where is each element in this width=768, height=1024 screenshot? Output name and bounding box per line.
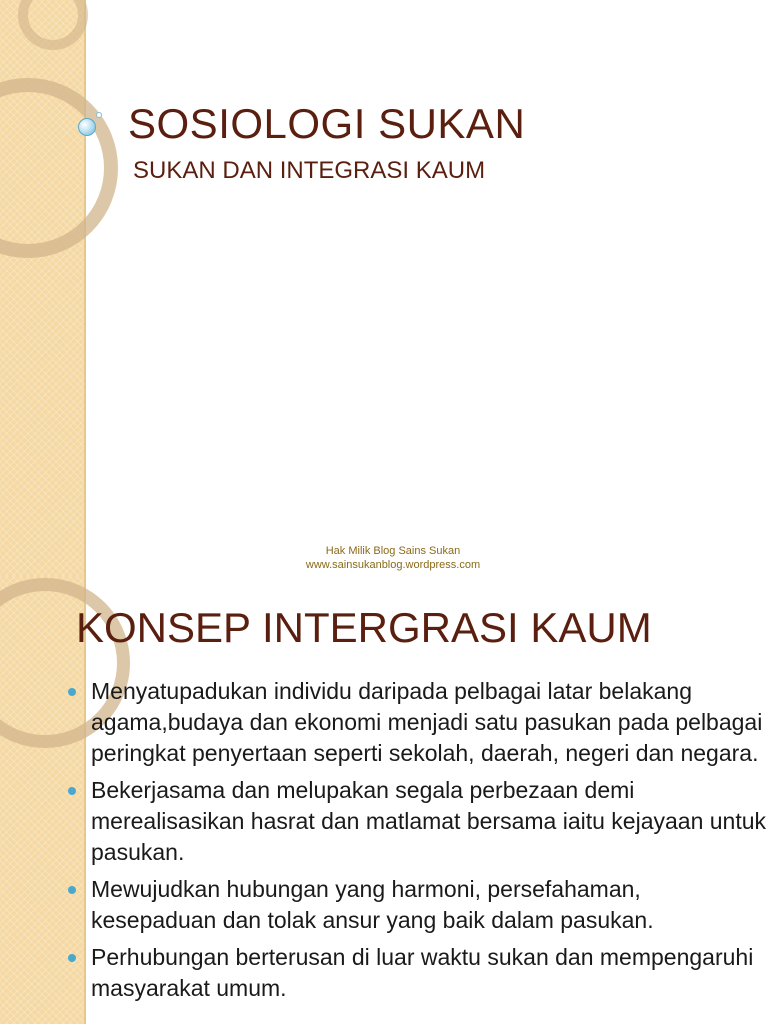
copyright-footer bbox=[0, 544, 768, 572]
small-bubble-icon bbox=[96, 112, 102, 118]
bullet-text: Mewujudkan hubungan yang harmoni, persefahaman, kesepaduan dan tolak ansur yang baik dalam pasukan. bbox=[91, 876, 654, 933]
bullet-item bbox=[66, 775, 768, 868]
sidebar-edge bbox=[84, 0, 86, 576]
bullet-item bbox=[66, 874, 768, 936]
content-slide bbox=[0, 576, 768, 1024]
bullet-icon bbox=[68, 787, 76, 795]
bullet-item bbox=[66, 942, 768, 1004]
slide-subtitle: SUKAN DAN INTEGRASI KAUM bbox=[133, 157, 486, 184]
slide-title: SOSIOLOGI SUKAN bbox=[128, 100, 526, 147]
bullet-icon bbox=[68, 954, 76, 962]
bubble-icon bbox=[78, 118, 96, 136]
bullet-icon bbox=[68, 688, 76, 696]
decorative-ring-large bbox=[0, 78, 118, 258]
bullet-icon bbox=[68, 886, 76, 894]
bullet-text: Perhubungan berterusan di luar waktu sukan dan mempengaruhi masyarakat umum. bbox=[91, 944, 754, 1001]
bullet-text: Bekerjasama dan melupakan segala perbezaan demi merealisasikan hasrat dan matlamat bersama iaitu kejayaan untuk pasukan. bbox=[91, 777, 767, 865]
bullet-item bbox=[66, 676, 768, 769]
bullet-text: Menyatupadukan individu daripada pelbagai latar belakang agama,budaya dan ekonomi menjadi satu pasukan pada pelbagai peringkat penyertaan seperti sekolah, daerah, negeri dan negara. bbox=[91, 678, 763, 766]
footer-url: www.sainsukanblog.wordpress.com bbox=[305, 559, 481, 571]
bullet-list bbox=[66, 676, 768, 1010]
slide-title: KONSEP INTERGRASI KAUM bbox=[76, 604, 652, 651]
footer-owner: Hak Milik Blog Sains Sukan bbox=[325, 545, 461, 557]
